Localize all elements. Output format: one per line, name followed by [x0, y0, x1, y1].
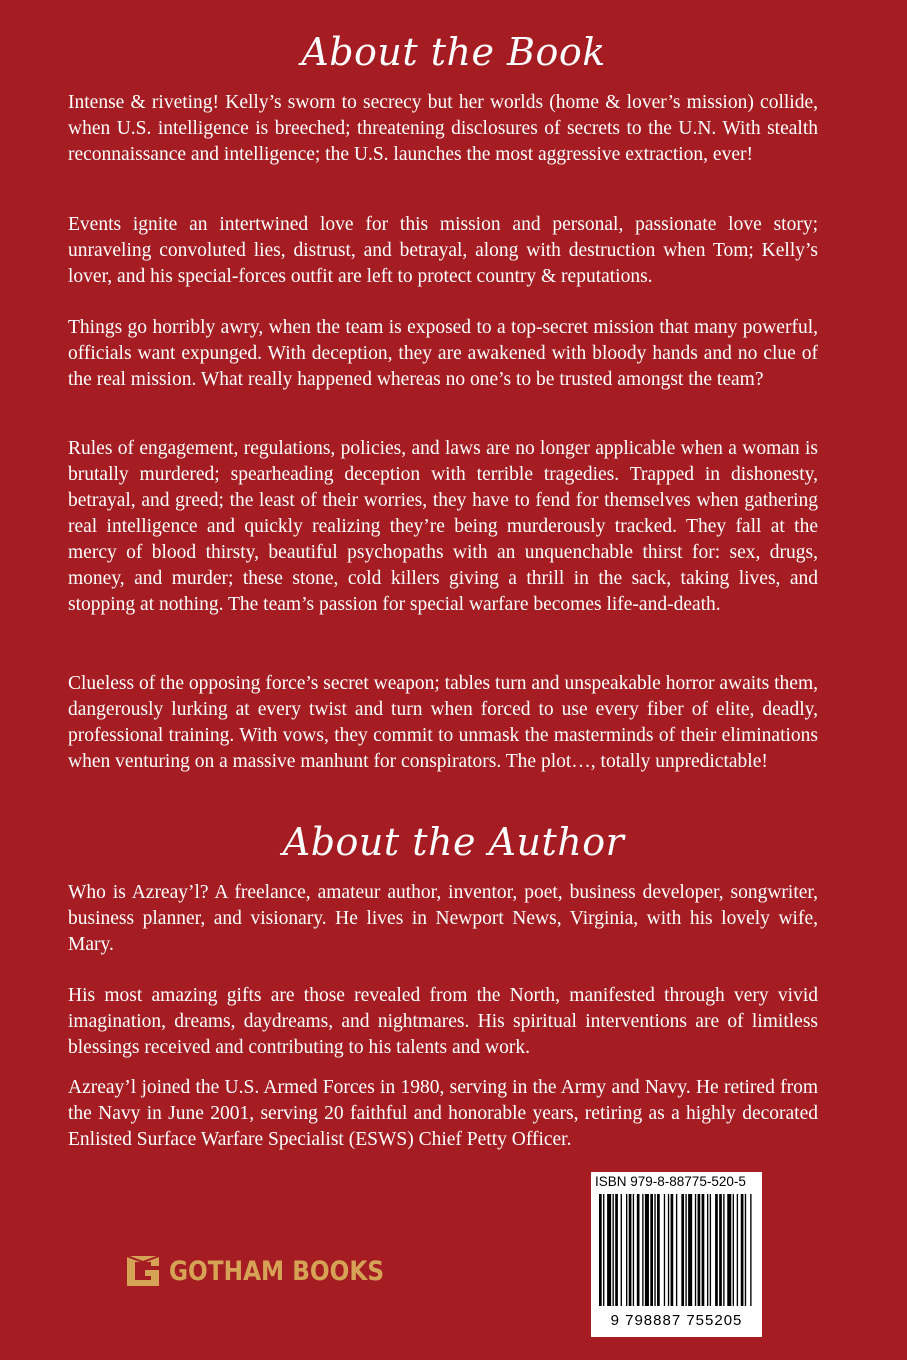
isbn-digits: 9 798887 755205 [610, 1312, 743, 1329]
publisher-logo [125, 1254, 419, 1288]
author-paragraph-2: His most amazing gifts are those revealed from the North, manifested through very vivid imagination, dreams, daydreams, and nightmares. His spiritual interventions are of limitless blessings received and contributing to his talents and work. [68, 985, 818, 1058]
about-author-heading: About the Author [282, 820, 625, 864]
publisher-name: GOTHAM BOOKS [169, 1255, 385, 1287]
barcode-icon [591, 1194, 762, 1312]
author-paragraph-3: Azreay’l joined the U.S. Armed Forces in 1980, serving in the Army and Navy. He retired from the Navy in June 2001, serving 20 faithful and honorable years, retiring as a highly decorated Enlisted Surface Warfare Specialist (ESWS) Chief Petty Officer. [68, 1077, 818, 1150]
isbn-barcode-box [591, 1172, 762, 1337]
book-paragraph-4: Rules of engagement, regulations, policies, and laws are no longer applicable when a woman is brutally murdered; spearheading deception with terrible tragedies. Trapped in dishonesty, betrayal, and greed; the least of their worries, they have to fend for themselves when gathering real intelligence and quickly realizing they’re being murderously tracked. They fall at the mercy of blood thirsty, beautiful psychopaths with an unquenchable thirst for: sex, drugs, money, and murder; these stone, cold killers giving a thrill in the sack, taking lives, and stopping at nothing. The team’s passion for special warfare becomes life-and-death. [68, 438, 818, 615]
book-paragraph-5: Clueless of the opposing force’s secret weapon; tables turn and unspeakable horror awaits them, dangerously lurking at every twist and turn when forced to use every fiber of elite, deadly, professional training. With vows, they commit to unmask the masterminds of their eliminations when venturing on a massive manhunt for conspirators. The plot…, totally unpredictable! [68, 673, 818, 772]
book-paragraph-1: Intense & riveting! Kelly’s sworn to secrecy but her worlds (home & lover’s mission) collide, when U.S. intelligence is breeched; threatening disclosures of secrets to the U.N. With stealth reconnaissance and intelligence; the U.S. launches the most aggressive extraction, ever! [68, 92, 818, 165]
book-logo-icon [125, 1254, 161, 1288]
book-paragraph-2: Events ignite an intertwined love for this mission and personal, passionate love story; unraveling convoluted lies, distrust, and betrayal, along with destruction when Tom; Kelly’s lover, and his special-forces outfit are left to protect country & reputations. [68, 214, 818, 287]
author-paragraph-1: Who is Azreay’l? A freelance, amateur author, inventor, poet, business developer, songwriter, business planner, and visionary. He lives in Newport News, Virginia, with his lovely wife, Mary. [68, 882, 818, 955]
book-paragraph-3: Things go horribly awry, when the team is exposed to a top-secret mission that many powerful, officials want expunged. With deception, they are awakened with bloody hands and no clue of the real mission. What really happened whereas no one’s to be trusted amongst the team? [68, 317, 818, 390]
about-book-heading: About the Book [301, 30, 606, 74]
isbn-label: ISBN 979-8-88775-520-5 [595, 1174, 746, 1189]
